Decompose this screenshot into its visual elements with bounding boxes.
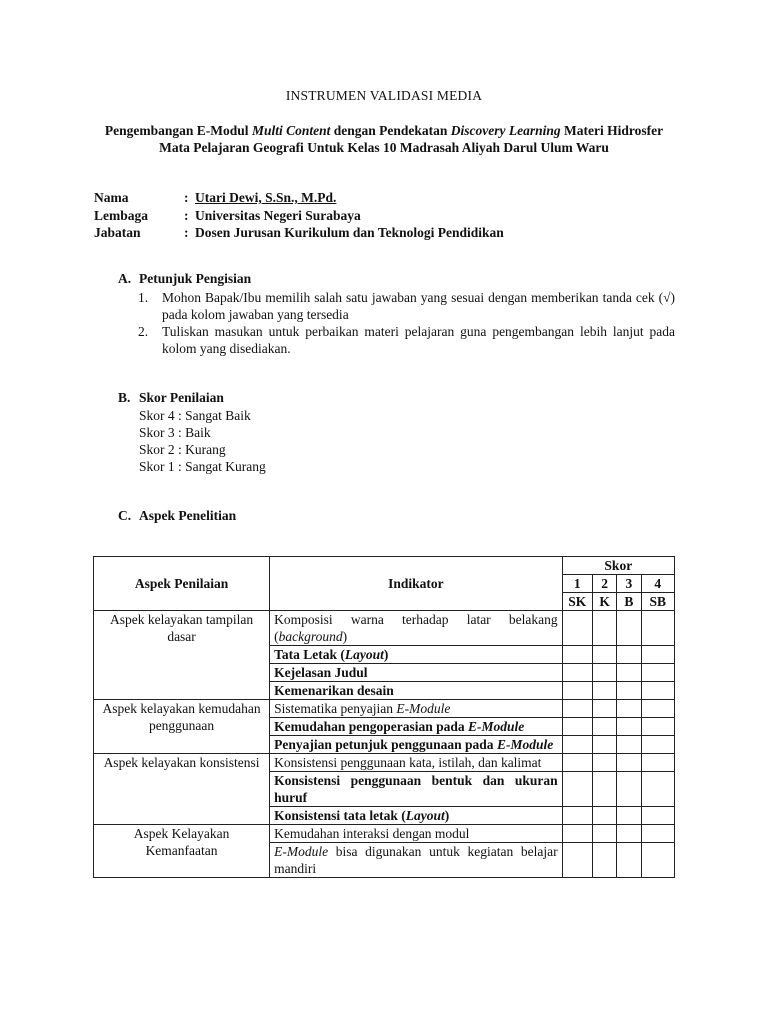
score-checkbox-cell[interactable] [562, 843, 592, 878]
score-checkbox-cell[interactable] [641, 718, 674, 736]
score-code: K [592, 593, 616, 611]
identity-value: Utari Dewi, S.Sn., M.Pd. [195, 190, 337, 205]
identity-value: Universitas Negeri Surabaya [195, 207, 361, 223]
indicator-text: Kemenarikan desain [274, 683, 394, 698]
section-title: Petunjuk Pengisian [139, 271, 252, 286]
table-row [94, 700, 675, 718]
score-checkbox-cell[interactable] [617, 843, 641, 878]
score-checkbox-cell[interactable] [592, 664, 616, 682]
document-subtitle [94, 122, 674, 156]
score-checkbox-cell[interactable] [617, 718, 641, 736]
score-checkbox-cell[interactable] [592, 807, 616, 825]
identity-row-nama [94, 189, 504, 207]
score-checkbox-cell[interactable] [617, 807, 641, 825]
score-checkbox-cell[interactable] [617, 700, 641, 718]
indicator-text: Konsistensi penggunaan kata, istilah, dan kalimat [274, 755, 542, 770]
indicator-italic: Layout [405, 808, 445, 823]
section-c-heading [118, 508, 236, 524]
identity-row-jabatan [94, 224, 504, 242]
indicator-text: Kemudahan interaksi dengan modul [274, 826, 470, 841]
score-code: SB [641, 593, 674, 611]
score-number: 2 [592, 575, 616, 593]
score-code: B [617, 593, 641, 611]
indicator-cell [270, 611, 563, 646]
list-item [138, 323, 675, 357]
score-checkbox-cell[interactable] [562, 772, 592, 807]
score-checkbox-cell[interactable] [562, 611, 592, 646]
score-checkbox-cell[interactable] [562, 754, 592, 772]
indicator-text: Komposisi warna terhadap latar belakang ( [274, 612, 558, 644]
score-checkbox-cell[interactable] [617, 646, 641, 664]
score-checkbox-cell[interactable] [592, 718, 616, 736]
subtitle-italic: Discovery Learning [450, 123, 561, 138]
indicator-text: Konsistensi tata letak ( [274, 808, 406, 823]
score-checkbox-cell[interactable] [562, 736, 592, 754]
score-number: 4 [641, 575, 674, 593]
indicator-cell [270, 736, 563, 754]
list-number: 2. [138, 324, 149, 339]
indicator-italic: E-Module [274, 844, 329, 859]
indicator-italic: Layout [344, 647, 384, 662]
indicator-text: Penyajian petunjuk penggunaan pada [274, 737, 497, 752]
identity-block [94, 189, 504, 242]
list-item [138, 289, 675, 323]
indicator-text: Kemudahan pengoperasian pada [274, 719, 469, 734]
indicator-cell [270, 754, 563, 772]
section-title: Skor Penilaian [139, 390, 224, 405]
score-checkbox-cell[interactable] [641, 682, 674, 700]
score-number: 3 [617, 575, 641, 593]
indicator-text: Konsistensi penggunaan bentuk dan ukuran huruf [274, 773, 558, 805]
score-item: Skor 3 : Baik [139, 425, 211, 440]
score-checkbox-cell[interactable] [562, 825, 592, 843]
subtitle-part: Materi Hidrosfer Mata Pelajaran Geografi Untuk Kelas 10 Madrasah Aliyah Darul Ulum Waru [159, 123, 664, 155]
score-checkbox-cell[interactable] [617, 772, 641, 807]
list-number: 1. [138, 290, 149, 305]
score-checkbox-cell[interactable] [592, 611, 616, 646]
subtitle-italic: Multi Content [251, 123, 331, 138]
score-number: 1 [562, 575, 592, 593]
score-checkbox-cell[interactable] [562, 807, 592, 825]
indicator-italic: E-Module [496, 737, 554, 752]
section-a-heading [118, 271, 251, 287]
list-text: Tuliskan masukan untuk perbaikan materi pelajaran guna pengembangan lebih lanjut pada kolom yang disediakan. [162, 324, 675, 356]
score-checkbox-cell[interactable] [641, 646, 674, 664]
score-checkbox-cell[interactable] [592, 772, 616, 807]
aspect-cell: Aspek Kelayakan Kemanfaatan [94, 825, 270, 878]
indicator-cell [270, 772, 563, 807]
section-heading [118, 508, 236, 524]
indicator-text: Sistematika penyajian [274, 701, 397, 716]
score-checkbox-cell[interactable] [592, 843, 616, 878]
aspect-cell: Aspek kelayakan kemudahan penggunaan [94, 700, 270, 754]
table-row [94, 754, 675, 772]
score-checkbox-cell[interactable] [641, 825, 674, 843]
instruction-list [138, 289, 675, 357]
identity-label: Jabatan [94, 225, 141, 240]
header-aspek: Aspek Penilaian [94, 557, 270, 611]
score-checkbox-cell[interactable] [617, 611, 641, 646]
score-checkbox-cell[interactable] [562, 664, 592, 682]
aspect-cell: Aspek kelayakan tampilan dasar [94, 611, 270, 700]
score-checkbox-cell[interactable] [617, 682, 641, 700]
identity-value: Dosen Jurusan Kurikulum dan Teknologi Pendidikan [195, 225, 504, 240]
score-checkbox-cell[interactable] [592, 736, 616, 754]
section-title: Aspek Penelitian [139, 508, 237, 523]
header-skor: Skor [562, 557, 674, 575]
score-checkbox-cell[interactable] [562, 646, 592, 664]
identity-label: Lembaga [94, 207, 148, 223]
identity-separator: : [184, 225, 189, 240]
score-checkbox-cell[interactable] [641, 736, 674, 754]
section-heading [118, 390, 224, 406]
score-checkbox-cell[interactable] [562, 700, 592, 718]
table-row [94, 611, 675, 646]
identity-separator: : [184, 190, 189, 205]
score-checkbox-cell[interactable] [592, 682, 616, 700]
score-item: Skor 1 : Sangat Kurang [139, 459, 266, 474]
score-code: SK [562, 593, 592, 611]
score-checkbox-cell[interactable] [617, 664, 641, 682]
score-legend [139, 407, 266, 475]
document-title: INSTRUMEN VALIDASI MEDIA [285, 88, 483, 103]
score-checkbox-cell[interactable] [592, 754, 616, 772]
indicator-cell [270, 664, 563, 682]
header-indikator: Indikator [270, 557, 563, 611]
score-item: Skor 4 : Sangat Baik [139, 408, 251, 423]
list-text: Mohon Bapak/Ibu memilih salah satu jawaban yang sesuai dengan memberikan tanda cek (√) pada kolom jawaban yang tersedia [162, 290, 675, 322]
indicator-text: ) [383, 647, 389, 662]
indicator-cell [270, 825, 563, 843]
score-item: Skor 2 : Kurang [139, 442, 226, 457]
score-checkbox-cell[interactable] [641, 754, 674, 772]
section-b-heading [118, 390, 224, 406]
score-checkbox-cell[interactable] [617, 736, 641, 754]
table-row [94, 825, 675, 843]
indicator-text: bisa digunakan untuk kegiatan belajar mandiri [274, 844, 558, 876]
indicator-italic: E-Module [396, 701, 451, 716]
indicator-cell [270, 700, 563, 718]
section-heading [118, 271, 251, 287]
indicator-text: Kejelasan Judul [274, 665, 368, 680]
indicator-cell [270, 843, 563, 878]
indicator-cell [270, 718, 563, 736]
subtitle-part: Pengembangan E-Modul [104, 123, 252, 138]
indicator-cell [270, 646, 563, 664]
indicator-text: ) [342, 629, 348, 644]
assessment-table-body [94, 557, 675, 878]
score-checkbox-cell[interactable] [592, 825, 616, 843]
table-header-row [94, 557, 675, 575]
identity-label: Nama [94, 190, 129, 205]
score-checkbox-cell[interactable] [562, 718, 592, 736]
score-checkbox-cell[interactable] [617, 825, 641, 843]
score-checkbox-cell[interactable] [592, 646, 616, 664]
score-checkbox-cell[interactable] [641, 807, 674, 825]
score-checkbox-cell[interactable] [617, 754, 641, 772]
section-letter: B. [118, 390, 131, 405]
indicator-cell [270, 682, 563, 700]
indicator-italic: background [278, 629, 343, 644]
section-letter: A. [118, 271, 132, 286]
indicator-text: Tata Letak ( [274, 647, 345, 662]
indicator-italic: E-Module [468, 719, 525, 734]
identity-row-lembaga [94, 207, 504, 225]
score-checkbox-cell[interactable] [641, 843, 674, 878]
subtitle-part: dengan Pendekatan [330, 123, 451, 138]
score-checkbox-cell[interactable] [641, 772, 674, 807]
assessment-table [93, 556, 675, 878]
indicator-cell [270, 807, 563, 825]
score-checkbox-cell[interactable] [641, 664, 674, 682]
score-checkbox-cell[interactable] [641, 611, 674, 646]
score-checkbox-cell[interactable] [592, 700, 616, 718]
aspect-cell: Aspek kelayakan konsistensi [94, 754, 270, 825]
identity-separator: : [184, 207, 189, 223]
indicator-text: ) [444, 808, 450, 823]
score-checkbox-cell[interactable] [641, 700, 674, 718]
score-checkbox-cell[interactable] [562, 682, 592, 700]
section-letter: C. [118, 508, 132, 523]
